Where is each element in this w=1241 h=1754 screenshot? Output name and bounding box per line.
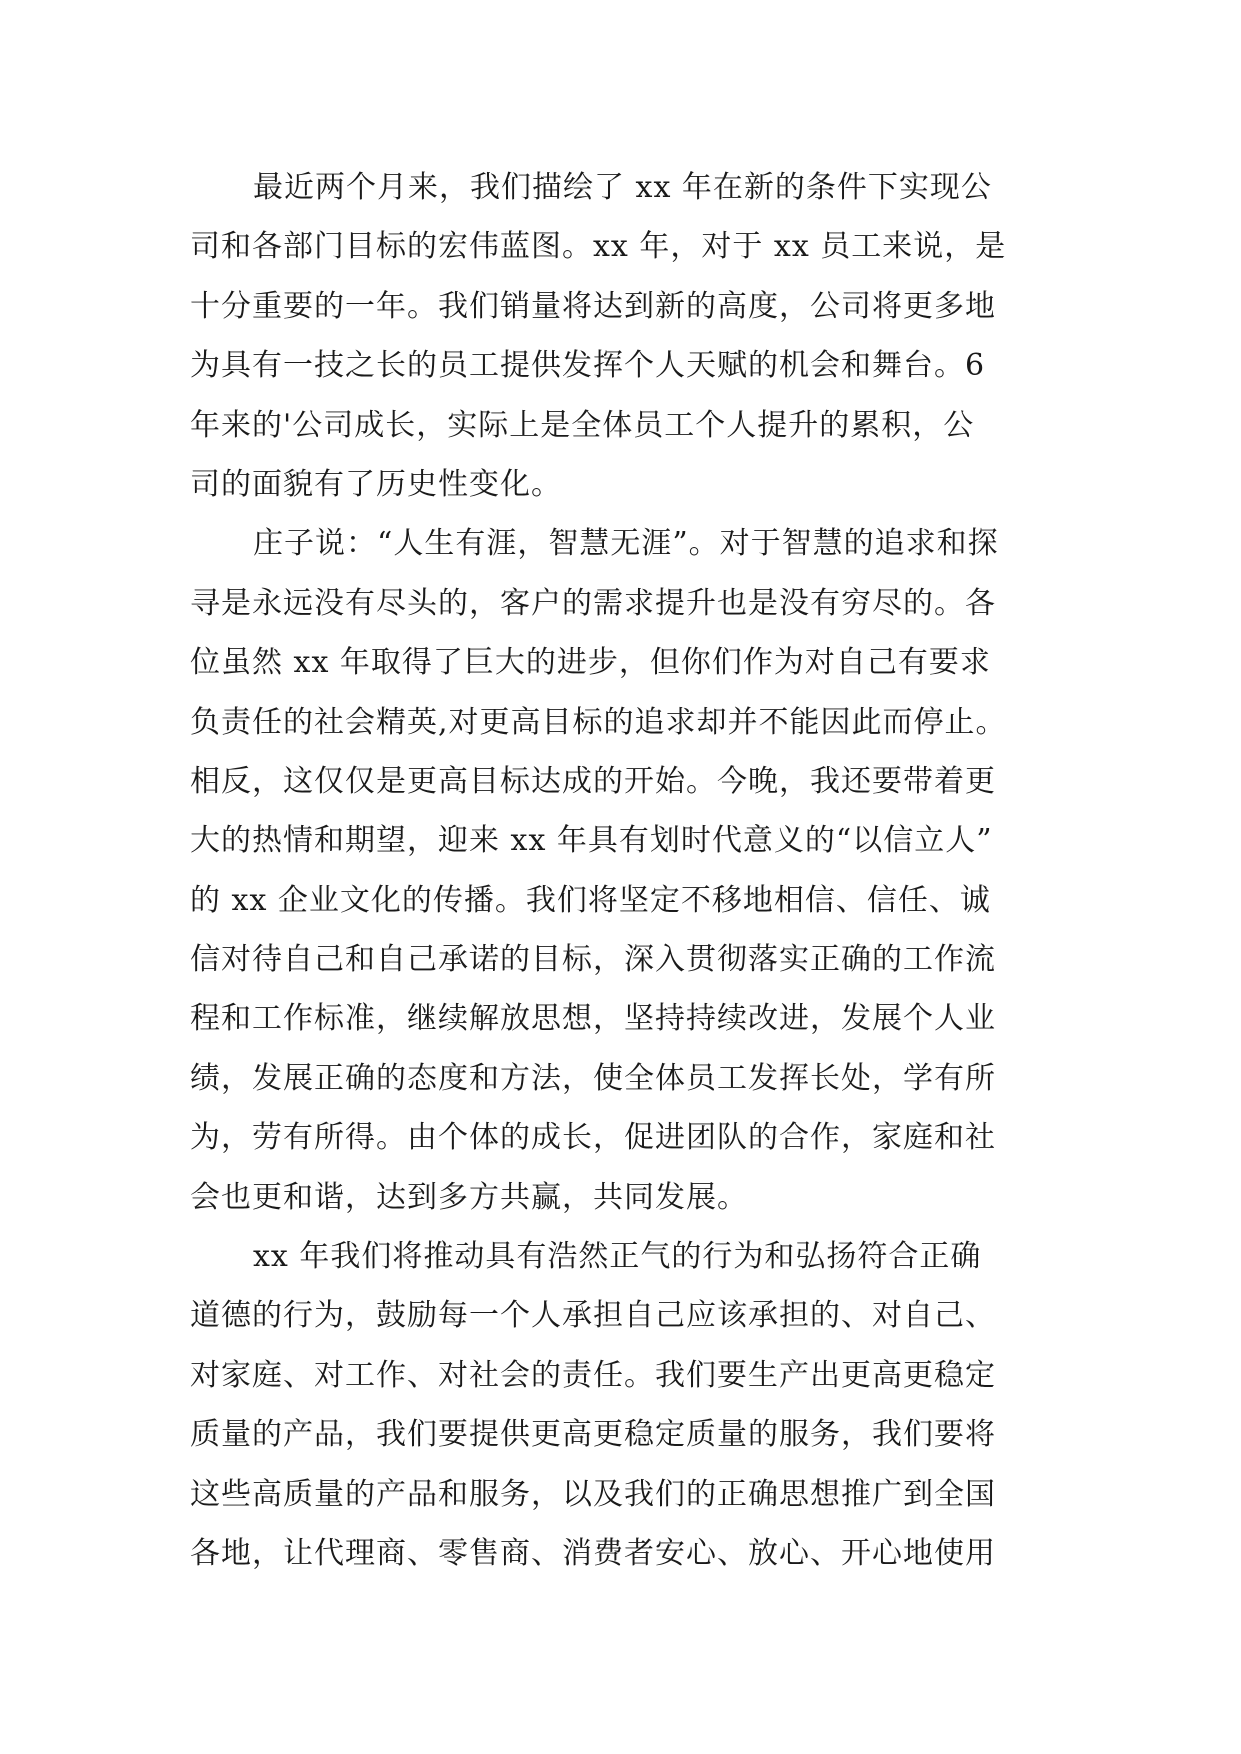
- paragraph-2-line-10: 绩，发展正确的态度和方法，使全体员工发挥长处，学有所: [190, 1060, 996, 1096]
- paragraph-1-line-2: 司和各部门目标的宏伟蓝图。xx 年，对于 xx 员工来说，是: [190, 229, 1007, 265]
- paragraph-2-line-1: 庄子说：“人生有涯，智慧无涯”。对于智慧的追求和探: [253, 526, 999, 562]
- paragraph-2-line-4: 负责任的社会精英,对更高目标的追求却并不能因此而停止。: [190, 704, 1007, 740]
- paragraph-1-line-1: 最近两个月来，我们描绘了 xx 年在新的条件下实现公: [253, 170, 992, 205]
- paragraph-2-line-7: 的 xx 企业文化的传播。我们将坚定不移地相信、信任、诚: [190, 882, 991, 918]
- paragraph-1-line-4: 为具有一技之长的员工提供发挥个人天赋的机会和舞台。6: [190, 348, 986, 384]
- paragraph-2-line-9: 程和工作标准，继续解放思想，坚持持续改进，发展个人业: [190, 1001, 996, 1037]
- paragraph-2-line-12: 会也更和谐，达到多方共赢，共同发展。: [190, 1179, 748, 1215]
- paragraph-2-line-5: 相反，这仅仅是更高目标达成的开始。今晚，我还要带着更: [190, 763, 996, 799]
- paragraph-3-line-5: 这些高质量的产品和服务，以及我们的正确思想推广到全国: [190, 1476, 996, 1512]
- paragraph-3-line-2: 道德的行为，鼓励每一个人承担自己应该承担的、对自己、: [190, 1298, 996, 1334]
- paragraph-1-line-5: 年来的'公司成长，实际上是全体员工个人提升的累积，公: [190, 407, 975, 443]
- paragraph-2-line-6: 大的热情和期望，迎来 xx 年具有划时代意义的“以信立人”: [190, 823, 993, 859]
- paragraph-1-line-3: 十分重要的一年。我们销量将达到新的高度，公司将更多地: [190, 288, 996, 324]
- paragraph-2-line-3: 位虽然 xx 年取得了巨大的进步，但你们作为对自己有要求: [190, 645, 991, 681]
- paragraph-2-line-2: 寻是永远没有尽头的，客户的需求提升也是没有穷尽的。各: [190, 585, 996, 621]
- paragraph-3-line-6: 各地，让代理商、零售商、消费者安心、放心、开心地使用: [190, 1535, 996, 1571]
- paragraph-1-line-6: 司的面貌有了历史性变化。: [190, 466, 562, 502]
- paragraph-3-line-4: 质量的产品，我们要提供更高更稳定质量的服务，我们要将: [190, 1417, 996, 1453]
- paragraph-3-line-1: xx 年我们将推动具有浩然正气的行为和弘扬符合正确: [253, 1239, 982, 1275]
- paragraph-2-line-8: 信对待自己和自己承诺的目标，深入贯彻落实正确的工作流: [190, 942, 996, 978]
- body-text: [190, 158, 1058, 1583]
- paragraph-3-line-3: 对家庭、对工作、对社会的责任。我们要生产出更高更稳定: [190, 1357, 996, 1393]
- paragraph-2-line-11: 为，劳有所得。由个体的成长，促进团队的合作，家庭和社: [190, 1120, 996, 1156]
